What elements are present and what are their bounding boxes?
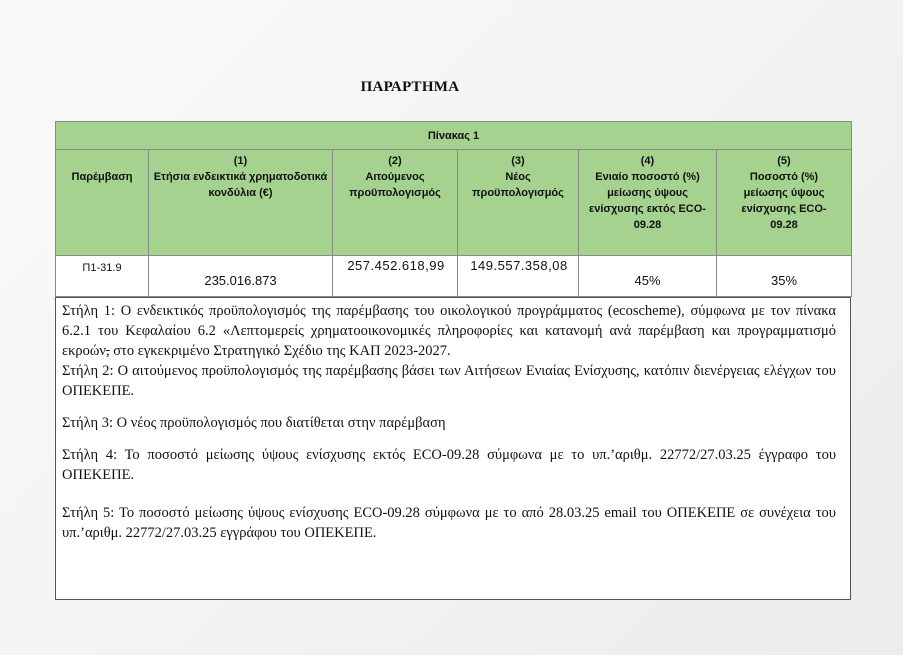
cell-value: 149.557.358,08 [470, 258, 568, 273]
header-number: (4) [640, 155, 655, 167]
header-number: (5) [777, 155, 791, 167]
header-col4 [579, 150, 717, 256]
header-label: Νέος προϋπολογισμός [472, 171, 564, 199]
note-column-1 [62, 301, 836, 361]
note-column-5: Στήλη 5: Το ποσοστό μείωσης ύψους ενίσχυσης ECO-09.28 σύμφωνα με το από 28.03.25 email του ΟΠΕΚΕΠΕ σε συνέχεια του υπ.’αριθμ. 22772/27.03.25 εγγράφου του ΟΠΕΚΕΠΕ. [62, 505, 836, 541]
header-label: Αιτούμενος προϋπολογισμός [349, 171, 441, 199]
header-col1 [149, 150, 333, 256]
header-col5 [717, 150, 852, 256]
cell-value: 235.016.873 [204, 273, 277, 288]
cell-intervention: Π1-31.9 [56, 256, 149, 297]
notes-box [55, 297, 851, 600]
note-column-4: Στήλη 4: Το ποσοστό μείωσης ύψους ενίσχυσης εκτός ECO-09.28 σύμφωνα με το υπ.’αριθμ. 22772/27.03.25 έγγραφο του ΟΠΕΚΕΠΕ. [62, 447, 836, 483]
cell-value: 257.452.618,99 [347, 258, 445, 273]
header-number: (2) [388, 155, 402, 167]
cell-value: 45% [634, 273, 661, 288]
header-label: Ενιαίο ποσοστό (%) μείωσης ύψους ενίσχυσης εκτός ECO-09.28 [589, 171, 706, 231]
header-label: Ποσοστό (%) μείωσης ύψους ενίσχυσης ECO-09.28 [741, 171, 827, 231]
header-intervention [56, 150, 149, 256]
header-number: (1) [233, 155, 248, 167]
annex-table-container [55, 121, 851, 600]
cell-col5 [717, 256, 852, 297]
header-label: Παρέμβαση [71, 171, 133, 183]
annex-table [55, 121, 852, 297]
cell-col4 [579, 256, 717, 297]
note-column-3: Στήλη 3: Ο νέος προϋπολογισμός που διατίθεται στην παρέμβαση [62, 415, 446, 431]
note-column-2: Στήλη 2: Ο αιτούμενος προϋπολογισμός της παρέμβασης βάσει των Αιτήσεων Ενιαίας Ενίσχυσης, κατόπιν διενέργειας ελέγχων του ΟΠΕΚΕΠΕ. [62, 363, 836, 399]
table-caption: Πίνακας 1 [56, 122, 852, 150]
cell-col3 [458, 256, 579, 297]
cell-col1 [149, 256, 333, 297]
note-text: Στήλη 1: Ο ενδεικτικός προϋπολογισμός της παρέμβασης του οικολογικού προγράμματος (ecoscheme), σύμφωνα με τον πίνακα 6.2.1 του Κεφαλαίου 6.2 «Λεπτομερείς χρηματοοικονομικές πληροφορίες και κατανομή ανά παρέμβαση και προγραμματισμό εκροών [62, 303, 836, 359]
table-row [56, 256, 852, 297]
header-label: Ετήσια ενδεικτικά χρηματοδοτικά κονδύλια (€) [153, 171, 328, 199]
header-col3 [458, 150, 579, 256]
struck-text: , [105, 343, 110, 359]
note-text: στο εγκεκριμένο Στρατηγικό Σχέδιο της ΚΑΠ 2023-2027. [109, 343, 451, 359]
page-title: ΠΑΡΑΡΤΗΜΑ [360, 79, 460, 95]
cell-col2 [333, 256, 458, 297]
header-col2 [333, 150, 458, 256]
header-number: (3) [511, 155, 525, 167]
cell-value: 35% [770, 273, 798, 288]
